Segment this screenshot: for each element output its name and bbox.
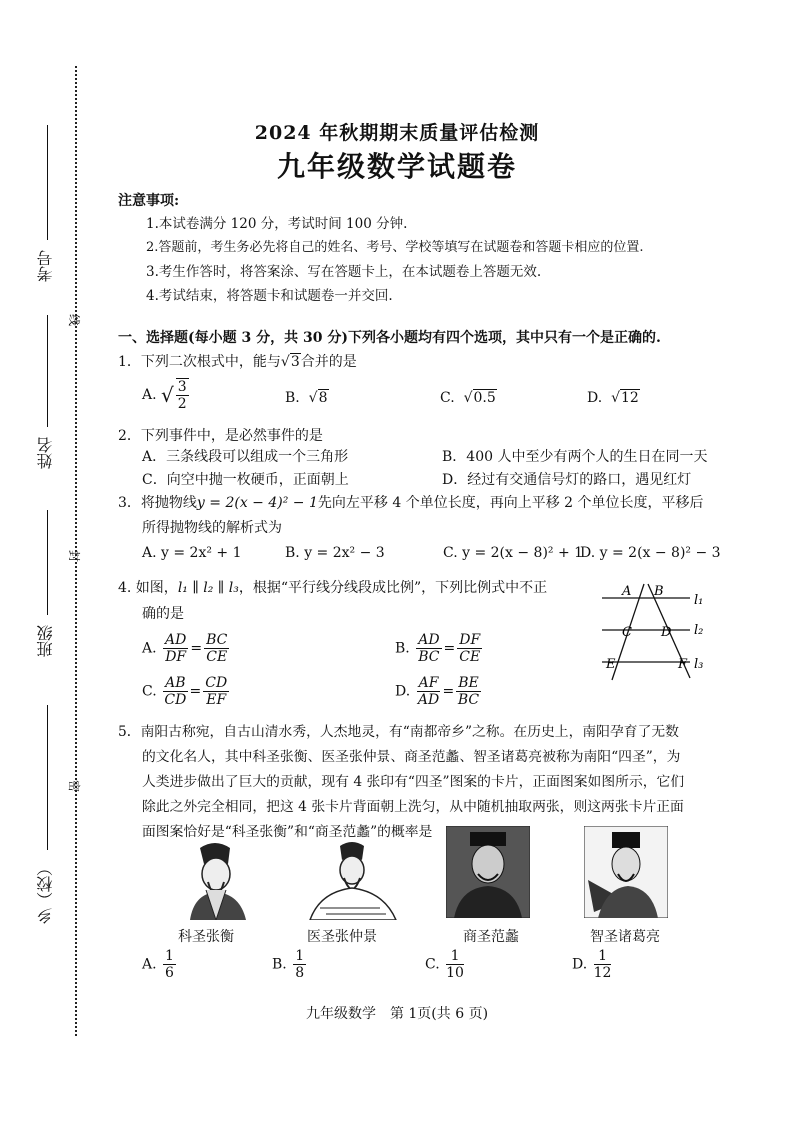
portrait-zhang-zhongjing-image bbox=[300, 838, 400, 920]
note-item: 3.考生作答时，将答案涂、写在答题卡上，在本试题卷上答题无效. bbox=[146, 264, 542, 280]
point-a-label: A bbox=[622, 584, 632, 599]
q1-option-c[interactable]: C. √0.5 bbox=[440, 390, 496, 406]
q1-option-b[interactable]: B. √8 bbox=[285, 390, 328, 406]
question-4-stem-cont: 确的是 bbox=[142, 606, 184, 622]
caption-fan-li: 商圣范蠡 bbox=[463, 929, 519, 945]
question-5-line: 5．南阳古称宛，自古山清水秀，人杰地灵，有“南都帝乡”之称。在历史上，南阳孕育了无数 bbox=[118, 724, 679, 740]
point-d-label: D bbox=[661, 625, 672, 640]
mark-line: 线 bbox=[68, 312, 81, 327]
portrait-fan-li-image bbox=[446, 826, 530, 918]
page-footer: 九年级数学 第 1页(共 6 页) bbox=[305, 1006, 489, 1022]
caption-zhang-heng: 科圣张衡 bbox=[178, 929, 234, 945]
q1-option-d[interactable]: D. √12 bbox=[587, 390, 639, 406]
notes-heading: 注意事项: bbox=[118, 193, 180, 209]
class-field[interactable] bbox=[47, 510, 48, 615]
q1-option-a[interactable]: A. √ $\frac{3}{2}$ bbox=[142, 379, 187, 412]
note-item: 2.答题前，考生务必先将自己的姓名、考号、学校等填写在试题卷和答题卡相应的位置. bbox=[146, 240, 644, 255]
q3-option-a[interactable]: A. y = 2x² + 1 bbox=[142, 545, 242, 561]
q5-option-b[interactable]: B. $\frac{1}{8}$ bbox=[272, 948, 305, 981]
line-l2-label: l₂ bbox=[694, 623, 704, 638]
name-field[interactable] bbox=[47, 315, 48, 427]
q2-option-a[interactable]: A．三条线段可以组成一个三角形 bbox=[142, 449, 349, 465]
caption-zhang-zhongjing: 医圣张仲景 bbox=[307, 929, 377, 945]
line-l3-label: l₃ bbox=[694, 657, 704, 672]
question-3-stem-cont: 所得抛物线的解析式为 bbox=[142, 520, 282, 536]
q4-option-b[interactable]: B. $\frac{AD}{BC}$ = $\frac{DF}{CE}$ bbox=[395, 632, 481, 665]
q3-option-c[interactable]: C. y = 2(x − 8)² + 1 bbox=[443, 545, 584, 561]
q2-option-d[interactable]: D．经过有交通信号灯的路口，遇见红灯 bbox=[442, 472, 692, 488]
note-item: 1.本试卷满分 120 分，考试时间 100 分钟. bbox=[146, 216, 408, 232]
portrait-zhang-heng-image bbox=[170, 838, 260, 920]
name-label: 姓名 bbox=[36, 437, 55, 469]
q4-option-d[interactable]: D. $\frac{AF}{AD}$ = $\frac{BE}{BC}$ bbox=[395, 675, 480, 708]
q3-option-d[interactable]: D. y = 2(x − 8)² − 3 bbox=[580, 545, 721, 561]
question-5-line: 人类进步做出了巨大的贡献，现有 4 张印有“四圣”图案的卡片，正面图案如图所示，它们 bbox=[142, 774, 685, 790]
q4-option-c[interactable]: C. $\frac{AB}{CD}$ = $\frac{CD}{EF}$ bbox=[142, 675, 228, 708]
exam-title: 九年级数学试题卷 bbox=[276, 150, 517, 183]
question-5-line: 的文化名人，其中科圣张衡、医圣张仲景、商圣范蠡、智圣诸葛亮被称为南阳“四圣”，为 bbox=[142, 749, 681, 765]
question-1-stem: 1．下列二次根式中，能与√3合并的是 bbox=[118, 354, 357, 370]
point-c-label: C bbox=[622, 625, 632, 640]
question-3-stem: 3．将抛物线y = 2(x − 4)² − 1先向左平移 4 个单位长度，再向上平移 2 个单位长度，平移后 bbox=[118, 495, 704, 511]
point-b-label: B bbox=[654, 584, 664, 599]
q4-option-a[interactable]: A. $\frac{AD}{DF}$ = $\frac{BC}{CE}$ bbox=[142, 632, 228, 665]
point-e-label: E bbox=[606, 657, 616, 672]
mark-seal: 封 bbox=[68, 548, 81, 563]
q3-option-b[interactable]: B. y = 2x² − 3 bbox=[285, 545, 385, 561]
line-l1-label: l₁ bbox=[694, 593, 704, 608]
class-label: 班级 bbox=[36, 625, 55, 657]
note-item: 4.考试结束，将答题卡和试题卷一并交回. bbox=[146, 288, 393, 304]
parallel-lines-figure bbox=[598, 578, 713, 688]
question-4-stem: 4. 如图，l₁ ∥ l₂ ∥ l₃，根据“平行线分线段成比例”，下列比例式中不正 bbox=[118, 580, 548, 596]
q5-option-a[interactable]: A. $\frac{1}{6}$ bbox=[142, 948, 174, 981]
school-field[interactable] bbox=[47, 705, 48, 850]
question-5-line: 面图案恰好是“科圣张衡”和“商圣范蠡”的概率是 bbox=[142, 824, 433, 840]
q5-option-c[interactable]: C. $\frac{1}{10}$ bbox=[425, 948, 464, 981]
exam-subtitle: 2024 年秋期期末质量评估检测 bbox=[254, 122, 540, 144]
point-f-label: F bbox=[678, 657, 688, 672]
school-label: 乡（校） bbox=[36, 860, 55, 924]
section-heading: 一、选择题(每小题 3 分，共 30 分)下列各小题均有四个选项，其中只有一个是正确的. bbox=[118, 330, 661, 346]
portrait-zhuge-liang-image bbox=[584, 826, 668, 918]
caption-zhuge-liang: 智圣诸葛亮 bbox=[590, 929, 660, 945]
mark-close: 密 bbox=[68, 778, 81, 793]
question-2-stem: 2．下列事件中，是必然事件的是 bbox=[118, 428, 323, 444]
q5-option-d[interactable]: D. $\frac{1}{12}$ bbox=[572, 948, 612, 981]
q2-option-b[interactable]: B．400 人中至少有两个人的生日在同一天 bbox=[442, 449, 708, 465]
q2-option-c[interactable]: C．向空中抛一枚硬币，正面朝上 bbox=[142, 472, 349, 488]
exam-no-label: 考号 bbox=[36, 250, 55, 282]
question-5-line: 除此之外完全相同，把这 4 张卡片背面朝上洗匀，从中随机抽取两张，则这两张卡片正面 bbox=[142, 799, 684, 815]
